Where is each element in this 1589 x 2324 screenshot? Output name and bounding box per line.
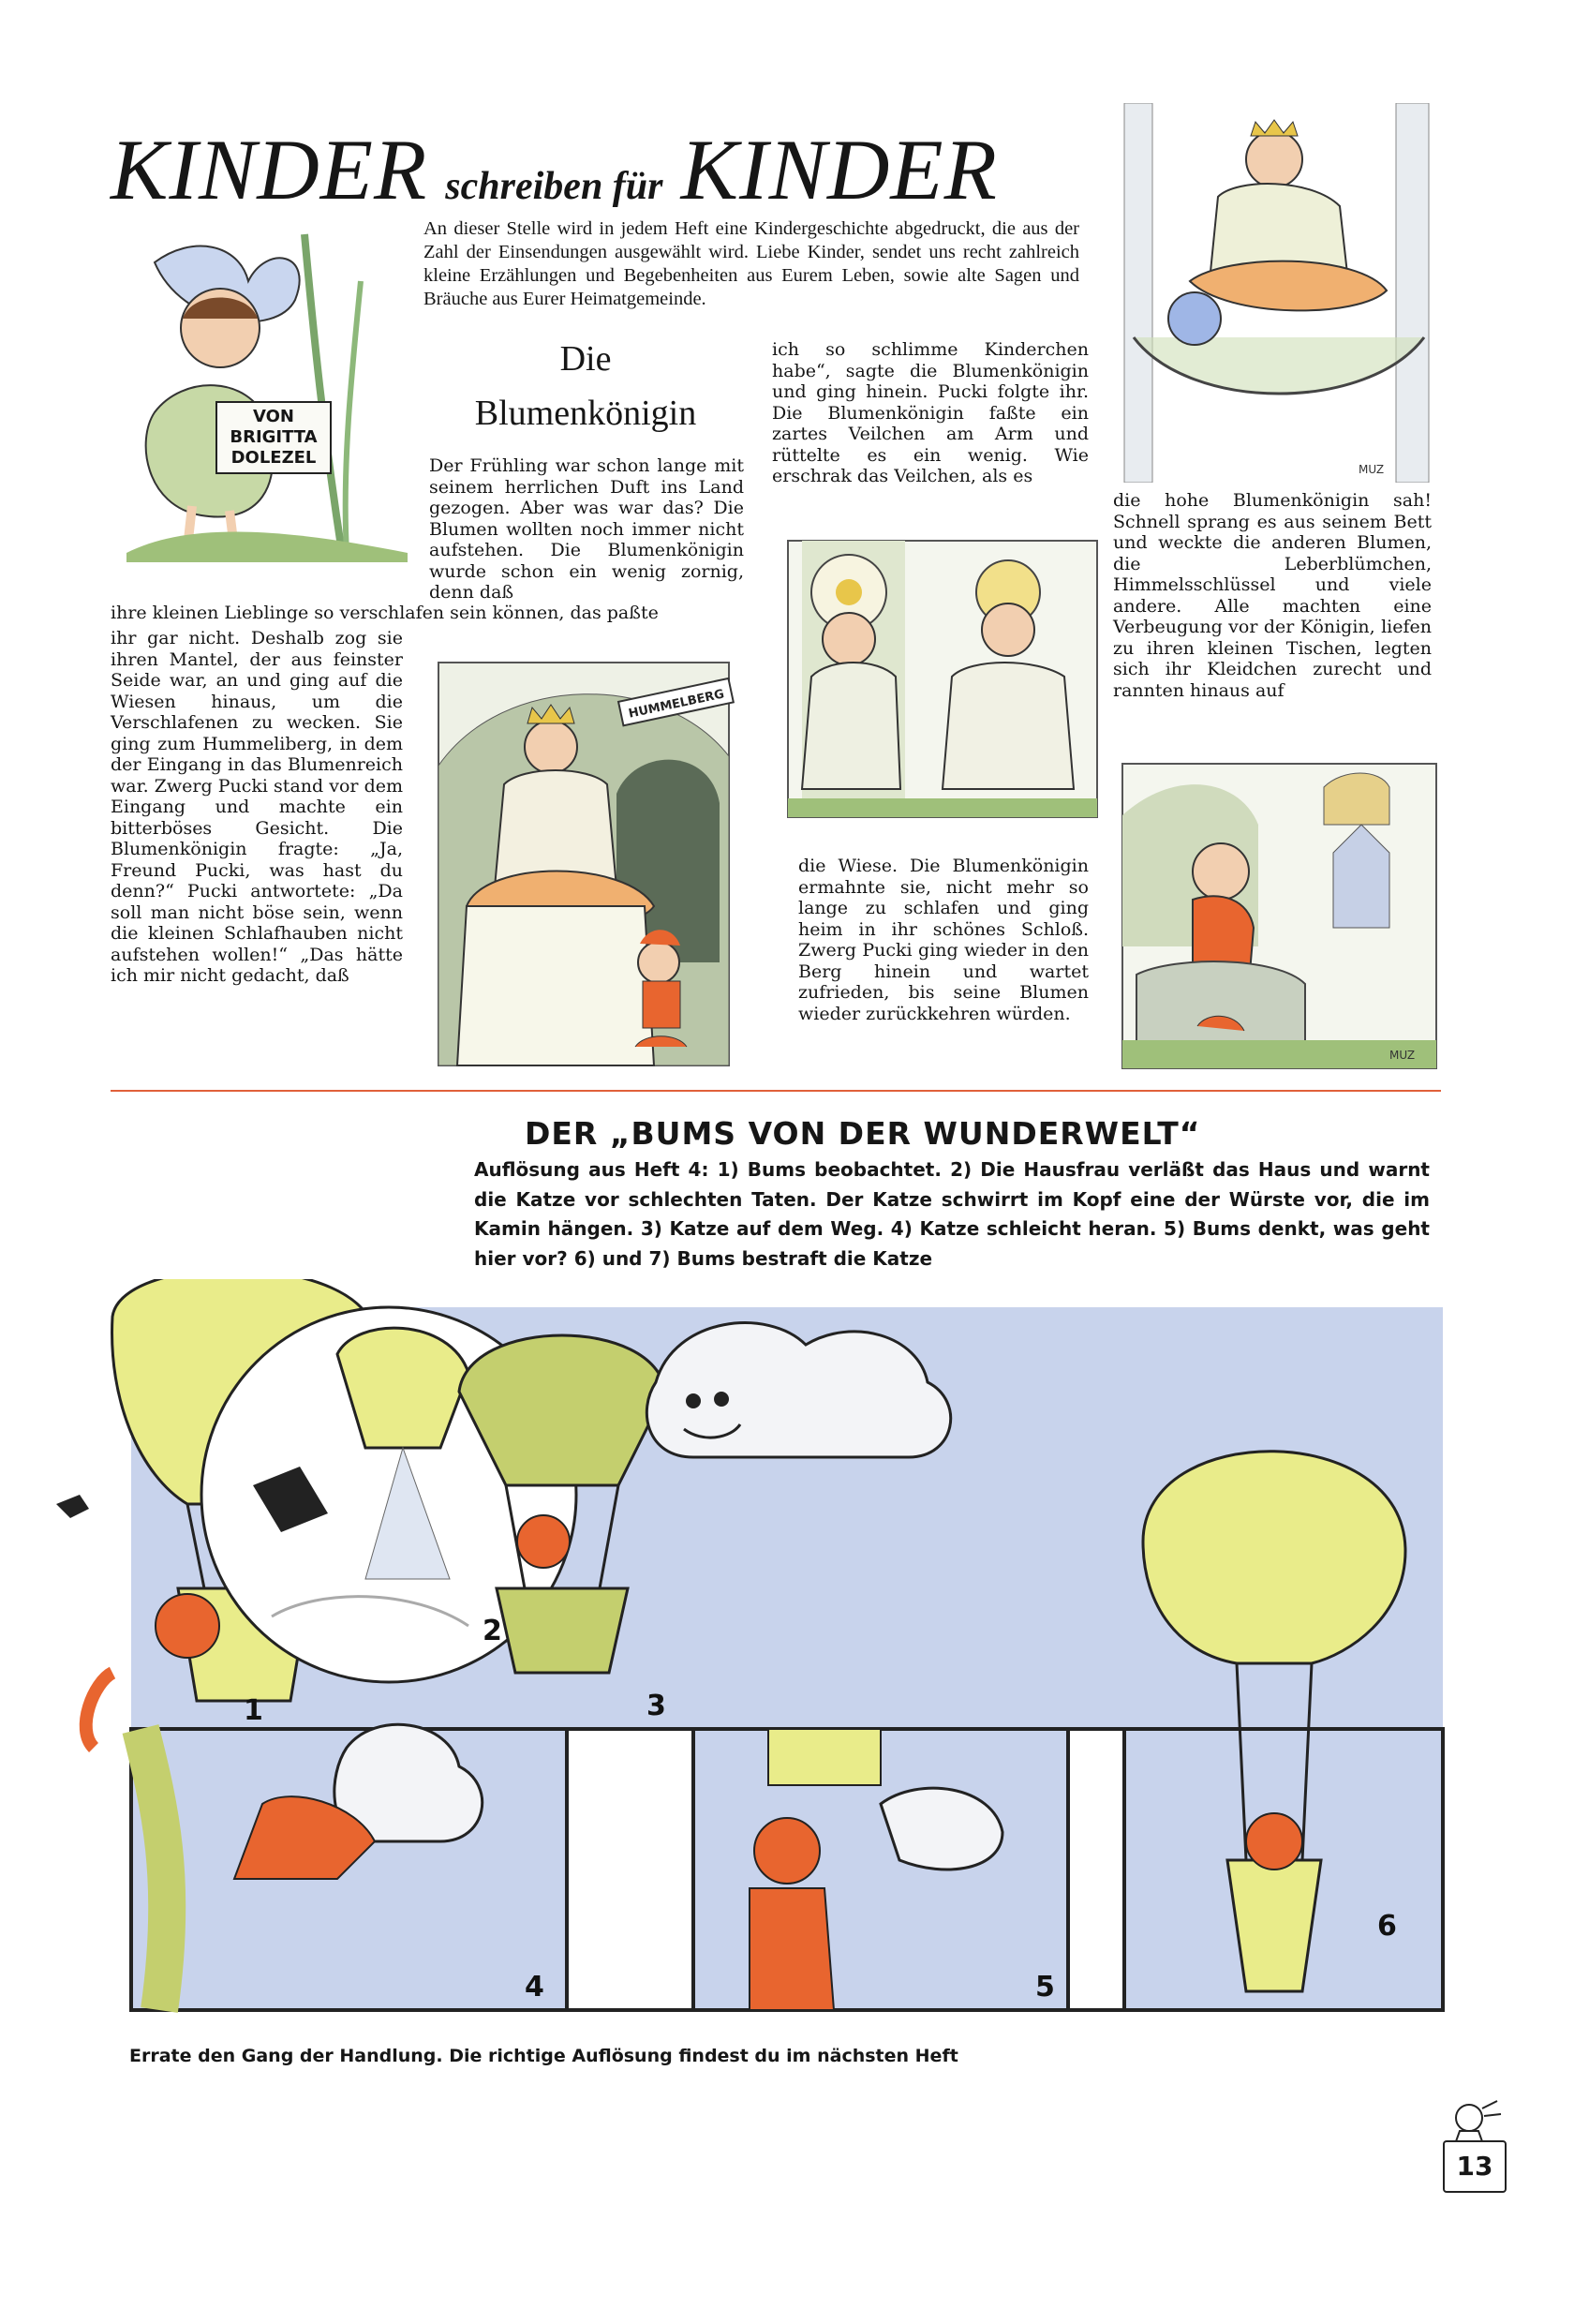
story-title-line-1: Die [559,339,612,379]
page-title [111,120,1094,219]
story-column-1 [429,455,744,603]
panel-number-3: 3 [646,1690,666,1722]
story-col2-text: ihr gar nicht. Deshalb zog sie ihren Mantel, der aus feinster Seide war, an und ging auf die Wiesen hinaus, um die Verschlafenen zu wecken. Sie ging zum Hummeliberg, in dem der Eingang in das Blumenreich war. Zwerg Pucki stand vor dem Eingang und machte ein bitterböses Gesicht. Die Blumenkönigin fragte: „Ja, Freund Pucki, was hast du denn?“ Pucki antwortete: „Da soll man nicht böse sein, wenn die kleinen Schlafhauben nicht aufstehen wollen!“ „Das hätte ich mir nicht gedacht, daß [111,628,403,986]
hummelberg-sign: HUMMELBERG [627,687,726,722]
comic-strip [56,1279,1462,2038]
byline-line-1: VON [253,407,294,426]
story-col5-text: die Wiese. Die Blumenkönigin ermahnte sie, nicht mehr so lange zu schlafen und ging heim in ihr schönes Schloß. Zwerg Pucki ging wieder in den Berg hinein und wartet zufrieden, bis seine Blumen wieder zurückkehren würden. [798,856,1089,1024]
title-part-3: KINDER [680,122,998,217]
panel-number-6: 6 [1377,1910,1397,1943]
queen-hammock-illustration [1115,103,1443,483]
pucki-rock-illustration [1118,759,1441,1078]
puzzle-solution-text: Auflösung aus Heft 4: 1) Bums beobachtet. 2) Die Hausfrau verläßt das Haus und warnt die Katze vor schlechten Taten. Der Katze schwirrt im Kopf eine der Würste vor, die im Kamin hängen. 3) Katze auf dem Weg. 4) Katze schleicht heran. 5) Bums denkt, was geht hier vor? 6) und 7) Bums bestraft die Katze [474,1158,1430,1270]
story-title-line-2: Blumenkönigin [474,394,697,433]
jack-in-box-icon [1441,2099,1507,2144]
puzzle-caption: Errate den Gang der Handlung. Die richtige Auflösung findest du im nächsten Heft [129,2046,958,2066]
byline-sign [215,401,332,474]
sleeping-flowers-illustration [783,536,1102,822]
story-col1-text: Der Frühling war schon lange mit seinem herrlichen Duft ins Land gezogen. Aber was war das? Die Blumen wollten noch immer nicht aufstehen. Die Blumenkönigin wurde schon ein wenig zornig, denn daß [429,455,744,603]
panel-number-1: 1 [244,1694,263,1727]
section-divider [111,1090,1441,1092]
story-wide-line: ihre kleinen Lieblinge so verschlafen sein können, das paßte [111,603,659,623]
queen-pucki-illustration [429,653,738,1084]
story-col4-text: die hohe Blumenkönigin sah! Schnell sprang es aus seinem Bett und weckte die anderen Blumen, die Leberblümchen, Himmelsschlüssel und viele andere. Alle machten eine Verbeugung vor der Königin, liefen zu ihren kleinen Tischen, legten sich ihr Kleidchen zurecht und rannten hinaus auf [1113,490,1432,701]
puzzle-title: DER „BUMS VON DER WUNDERWELT“ [525,1115,1201,1152]
story-column-3 [772,339,1089,487]
byline-line-3: DOLEZEL [230,448,317,468]
story-column-2 [111,628,403,987]
story-col3-text: ich so schlimme Kinderchen habe“, sagte die Blumenkönigin und ging hinein. Pucki folgte ihr. Die Blumenkönigin faßte ein zartes Veilchen am Arm und rüttelte es ein wenig. Wie erschrak das Veilchen, als es [772,339,1089,486]
page-number: 13 [1443,2140,1507,2193]
panel-number-2: 2 [483,1615,502,1647]
story-column-5 [798,856,1089,1024]
flower-girl-illustration [126,225,408,562]
byline-line-2: BRIGITTA [230,427,318,447]
artist-mark-1: MUZ [1359,463,1385,476]
panel-number-5: 5 [1035,1971,1055,2004]
panel-number-4: 4 [525,1971,544,2004]
title-part-2: schreiben für [445,165,663,208]
story-column-4 [1113,490,1432,701]
story-title [412,337,759,435]
artist-mark-2: MUZ [1389,1049,1416,1062]
title-part-1: KINDER [111,122,428,217]
intro-paragraph: An dieser Stelle wird in jedem Heft eine Kindergeschichte abgedruckt, die aus der Zahl der Einsendungen ausgewählt wird. Liebe Kinder, sendet uns recht zahlreich kleine Erzählungen und Begebenheiten aus Eurem Leben, sowie alte Sagen und Bräuche aus Eurer Heimatgemeinde. [423,218,1079,309]
